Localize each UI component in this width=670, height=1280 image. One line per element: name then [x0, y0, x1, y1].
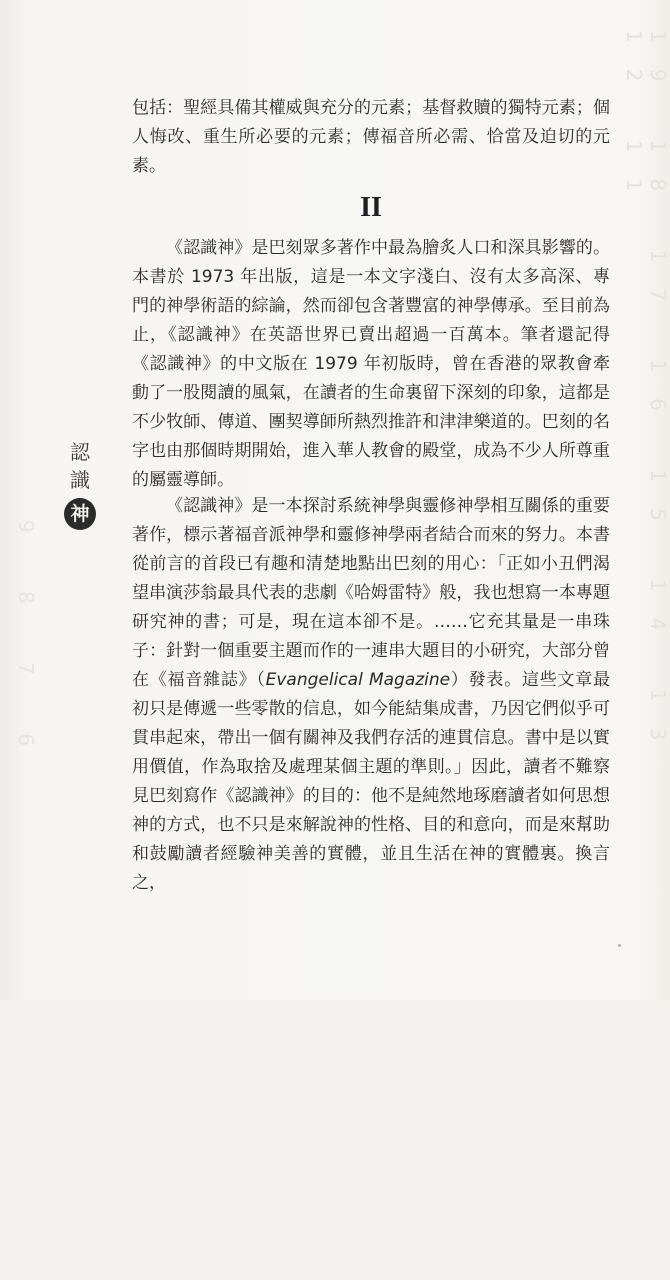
running-head-char-1: 認 [70, 440, 90, 464]
paragraph-3-part-2: ）發表。這些文章最初只是傳遞一些零散的信息，如今能結集成書，乃因它們似乎可貫串起來，帶出一個有關神及我們存活的連貫信息。書中是以實用價值，作為取捨及處理某個主題的準則。」因此，讀者不難察見巴刻寫作《認識神》的目的：他不是純然地琢磨讀者如何思想神的方式，也不只是來解說神的性格、目的和意向，而是來幫助和鼓勵讀者經驗神美善的實體，並且生活在神的實體裏。換言之， [132, 670, 611, 893]
running-head [62, 438, 98, 530]
paragraph-3 [132, 492, 610, 898]
page-speck [618, 944, 621, 947]
paragraph-3-text [132, 492, 610, 898]
paragraph-1-text: 包括：聖經具備其權威與充分的元素；基督救贖的獨特元素；個人悔改、重生所必要的元素；傳福音所必需、恰當及迫切的元素。 [132, 98, 610, 176]
show-through-page-numbers: 19 18 17 16 15 14 13 12 11 [622, 30, 670, 767]
running-head-char-2: 識 [70, 468, 90, 492]
show-through-page-numbers-left: 9 8 7 6 [14, 520, 38, 772]
running-head-badge: 神 [64, 498, 96, 530]
paragraph-1 [132, 94, 610, 181]
paragraph-3-part-1: 《認識神》是一本探討系統神學與靈修神學相互關係的重要著作，標示著福音派神學和靈修神學兩者結合而來的努力。本書從前言的首段已有趣和清楚地點出巴刻的用心：「正如小丑們渴望串演莎翁最具代表的悲劇《哈姆雷特》般，我也想寫一本專題研究神的書；可是，現在這本卻不是。……它充其量是一串珠子：針對一個重要主題而作的一連串大題目的小研究，大部分曾在《福音雜誌》（ [132, 496, 610, 690]
paragraph-2-text: 《認識神》是巴刻眾多著作中最為膾炙人口和深具影響的。本書於 1973 年出版，這是一本文字淺白、沒有太多高深、專門的神學術語的綜論，然而卻包含著豐富的神學傳承。至目前為止，《認識神》在英語世界已賣出超過一百萬本。筆者還記得《認識神》的中文版在 1979 年初版時，曾在香港的眾教會牽動了一股閱讀的風氣，在讀者的生命裏留下深刻的印象，這都是不少牧師、傳道、團契導師所熱烈推許和津津樂道的。巴刻的名字也由那個時期開始，進入華人教會的殿堂，成為不少人所尊重的屬靈導師。 [132, 238, 610, 490]
english-magazine-title: Evangelical Magazine [265, 670, 451, 690]
section-heading: II [360, 192, 382, 223]
paragraph-2 [132, 234, 610, 495]
